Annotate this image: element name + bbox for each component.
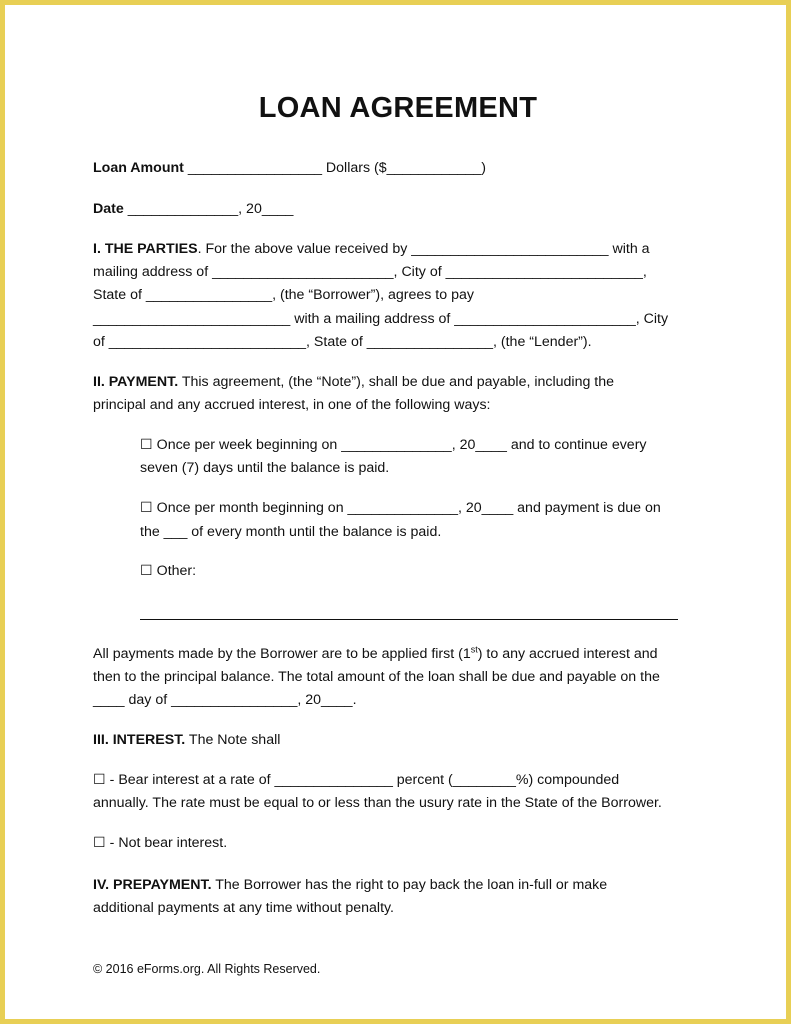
payment-heading: II. PAYMENT. [93, 374, 179, 390]
parties-line-4: _________________________ with a mailing address of _______________________, City [93, 311, 669, 327]
loan-amount-blanks: _________________ Dollars ($____________) [183, 160, 487, 176]
payment-option-monthly-cont: the ___ of every month until the balance is paid. [140, 524, 442, 540]
application-text-cont: ) to any accrued interest and [477, 646, 658, 662]
prepayment-heading: IV. PREPAYMENT. [93, 877, 212, 893]
loan-amount-row [93, 159, 486, 177]
interest-line [93, 731, 280, 749]
prepayment-line-2: additional payments at any time without penalty. [93, 900, 394, 916]
application-line-2: then to the principal balance. The total amount of the loan shall be due and payable on the [93, 669, 660, 685]
prepayment-line-1 [93, 876, 607, 894]
copyright-footer: © 2016 eForms.org. All Rights Reserved. [93, 962, 321, 976]
date-label: Date [93, 201, 124, 217]
parties-line-2: mailing address of _______________________, City of _________________________, [93, 264, 647, 280]
interest-option-not[interactable]: ☐ - Not bear interest. [93, 835, 228, 851]
interest-option-bear[interactable]: ☐ - Bear interest at a rate of _______________ percent (________%) compounded [93, 772, 620, 788]
payment-option-monthly[interactable]: ☐ Once per month beginning on ______________, 20____ and payment is due on [140, 500, 661, 516]
parties-line-1 [93, 240, 650, 258]
payment-line-2: principal and any accrued interest, in one of the following ways: [93, 397, 491, 413]
prepayment-text: The Borrower has the right to pay back the loan in-full or make [211, 877, 608, 893]
payment-option-weekly-cont: seven (7) days until the balance is paid. [140, 460, 390, 476]
parties-text: . For the above value received by _________________________ with a [197, 241, 650, 257]
superscript-st: st [470, 644, 478, 655]
interest-text: The Note shall [185, 732, 281, 748]
interest-heading: III. INTEREST. [93, 732, 186, 748]
application-line-1 [93, 645, 658, 663]
application-text: All payments made by the Borrower are to be applied first (1 [93, 646, 471, 662]
date-blanks: ______________, 20____ [123, 201, 294, 217]
payment-option-weekly[interactable]: ☐ Once per week beginning on ______________, 20____ and to continue every [140, 437, 647, 453]
interest-option-bear-cont: annually. The rate must be equal to or less than the usury rate in the State of the Borrower. [93, 795, 662, 811]
application-line-3: ____ day of ________________, 20____. [93, 692, 357, 708]
payment-text: This agreement, (the “Note”), shall be due and payable, including the [178, 374, 615, 390]
loan-amount-label: Loan Amount [93, 160, 184, 176]
parties-heading: I. THE PARTIES [93, 241, 198, 257]
other-blank-line [140, 619, 678, 620]
parties-line-5: of _________________________, State of ________________, (the “Lender”). [93, 334, 592, 350]
parties-line-3: State of ________________, (the “Borrower”), agrees to pay [93, 287, 474, 303]
payment-line-1 [93, 373, 614, 391]
date-row [93, 200, 293, 218]
document-title: LOAN AGREEMENT [258, 92, 538, 124]
payment-option-other[interactable]: ☐ Other: [140, 563, 197, 579]
